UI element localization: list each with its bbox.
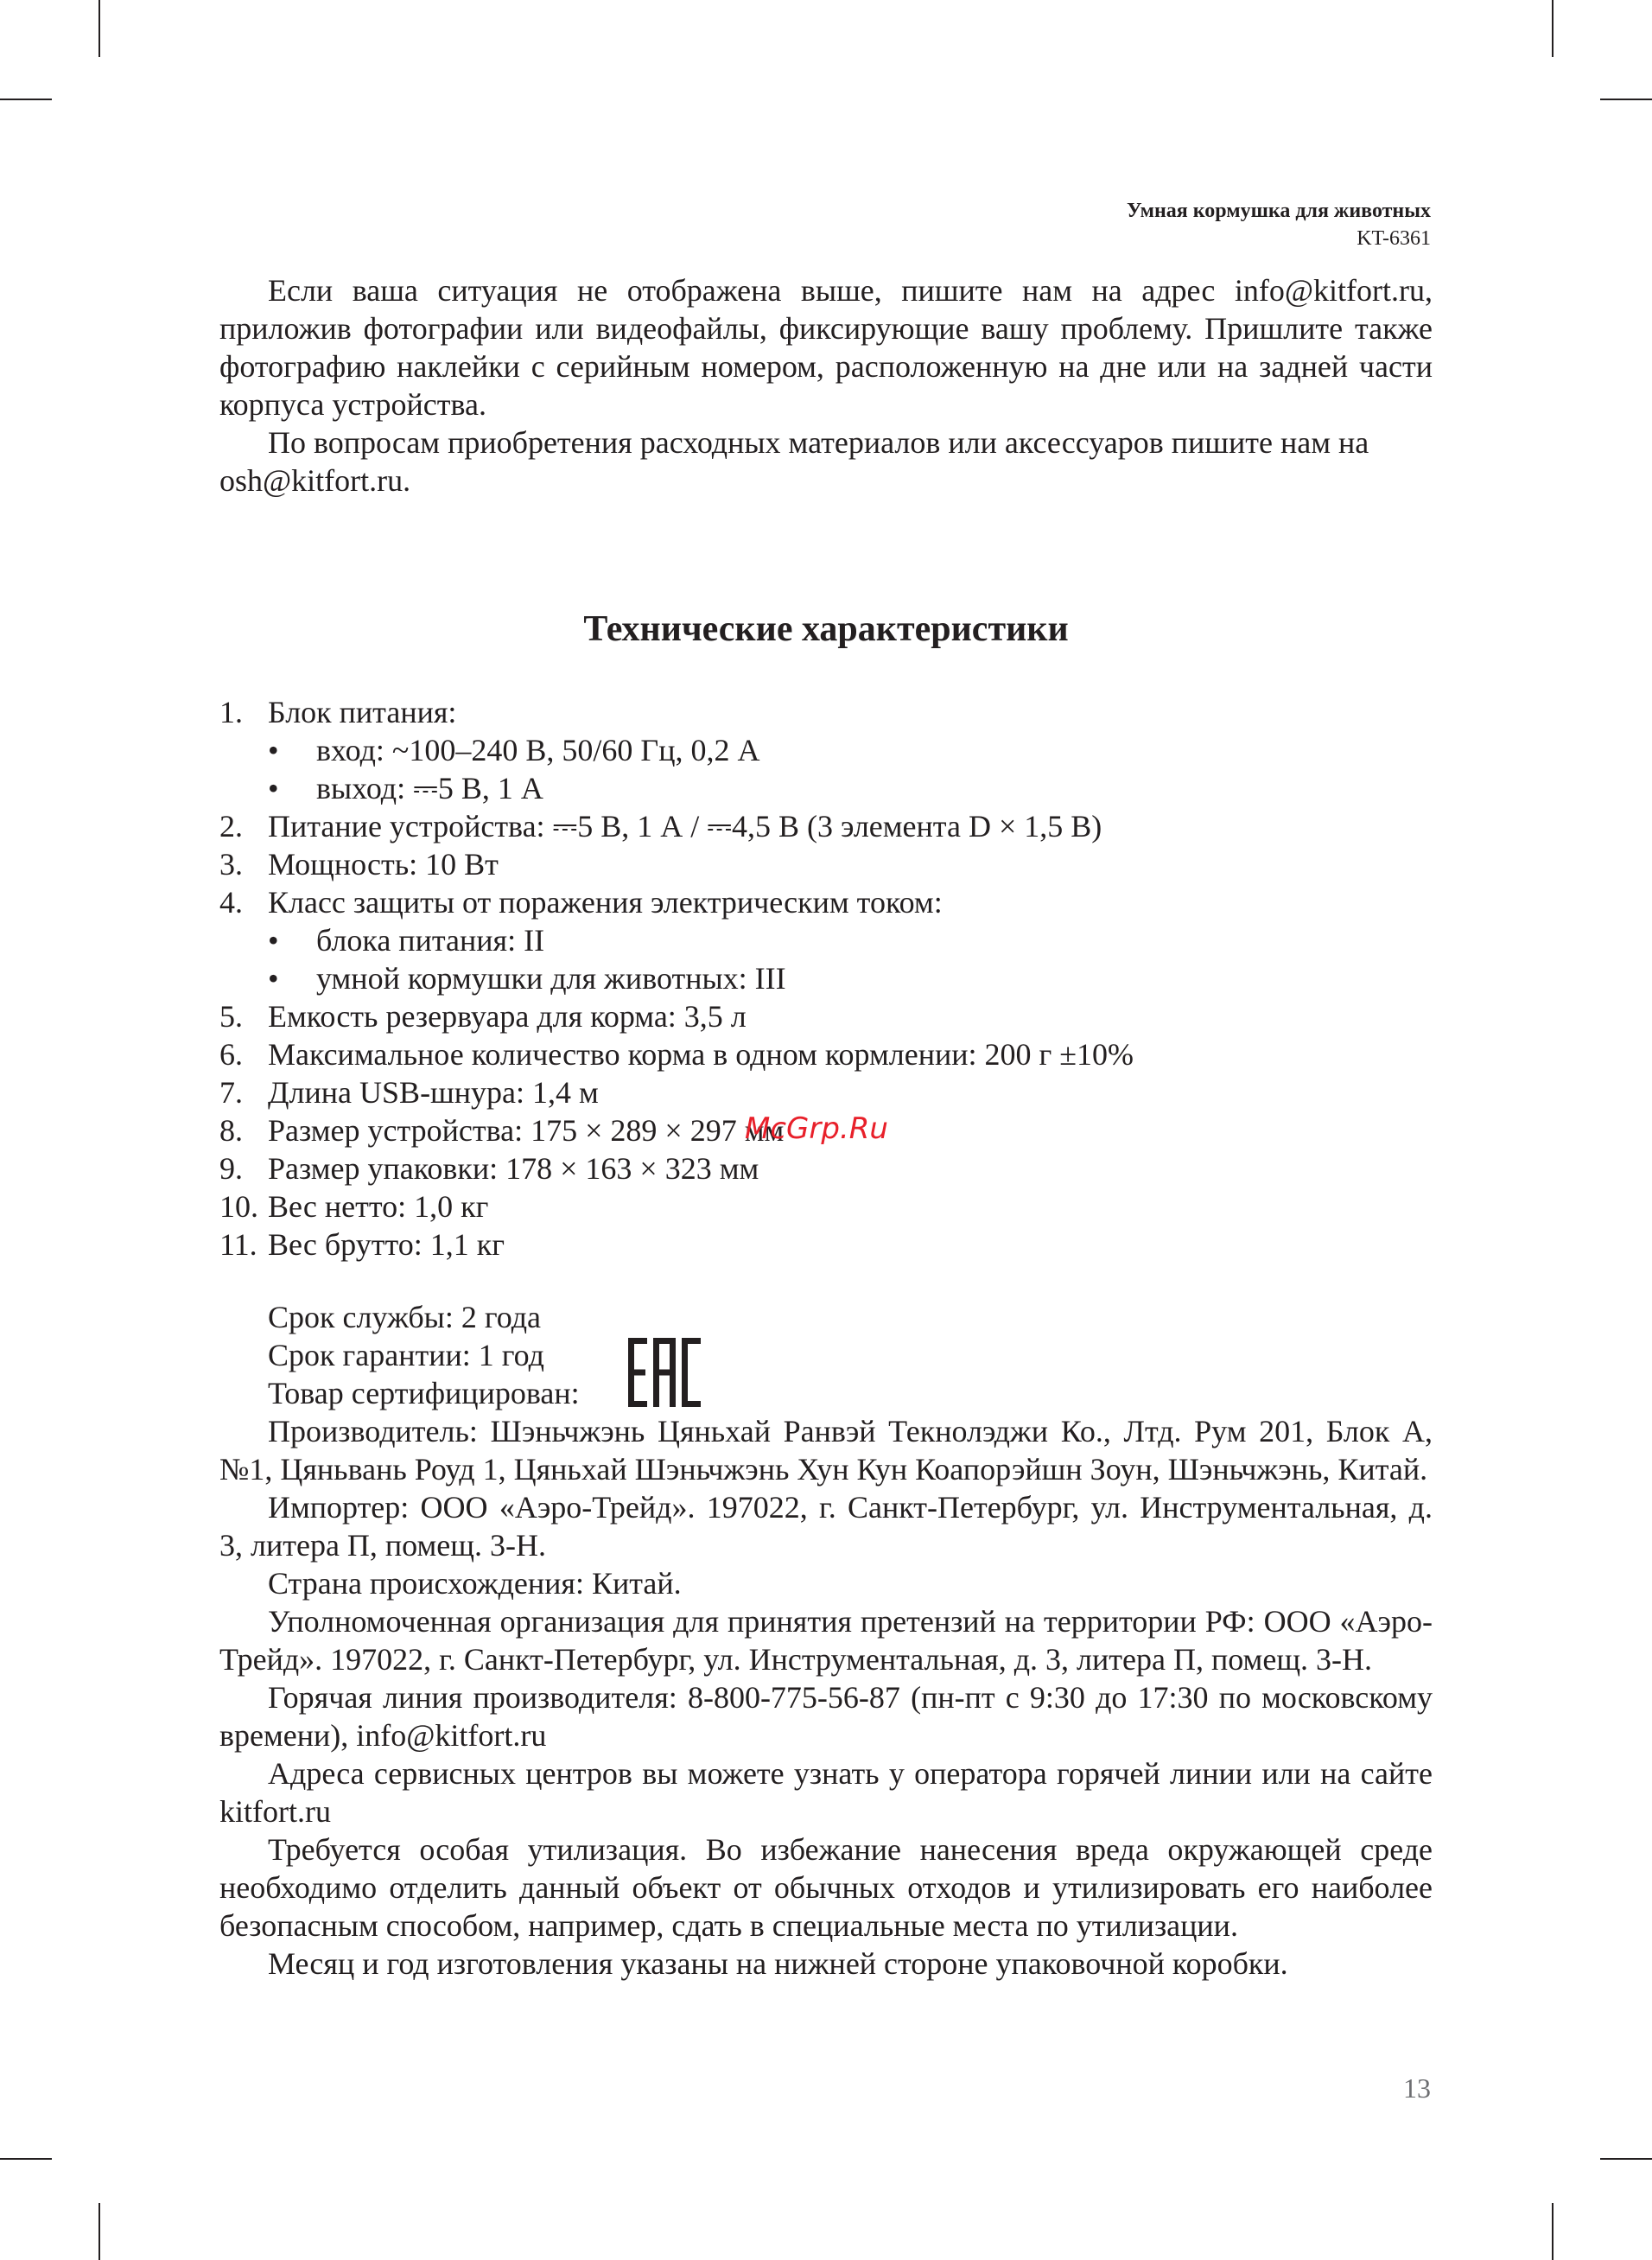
list-item-text: Класс защиты от поражения электрическим током: — [268, 885, 943, 920]
list-item-text: Питание устройства: ⎓5 В, 1 А / ⎓4,5 В (3 элемента D × 1,5 В) — [268, 809, 1102, 844]
sub-list-item-text: вход: ~100–240 В, 50/60 Гц, 0,2 А — [316, 733, 760, 767]
certification-label: Товар сертифицирован: — [268, 1376, 580, 1410]
crop-mark-top-left-h — [0, 99, 52, 100]
list-item-number: 7. — [219, 1075, 243, 1110]
spec-list — [219, 693, 1433, 1264]
list-item-text: Блок питания: — [268, 695, 457, 729]
list-item-text: Максимальное количество корма в одном кормлении: 200 г ±10% — [268, 1037, 1134, 1072]
sub-list-item — [219, 769, 1433, 807]
bullet-icon: • — [268, 923, 279, 958]
list-item-text: Размер устройства: 175 × 289 × 297 мм — [268, 1113, 785, 1148]
sub-list-item-text: выход: ⎓5 В, 1 А — [316, 771, 543, 805]
crop-mark-bottom-left-h — [0, 2158, 52, 2160]
list-item-number: 9. — [219, 1151, 243, 1186]
list-item — [219, 1035, 1433, 1073]
list-item-number: 1. — [219, 695, 243, 729]
intro-paragraph-accessories: По вопросам приобретения расходных материалов или аксессуаров пишите нам на osh@kitfort.ru. — [219, 425, 1369, 498]
sub-list-item-text: умной кормушки для животных: III — [316, 961, 786, 996]
list-item — [219, 1073, 1433, 1111]
list-item-number: 6. — [219, 1037, 243, 1072]
list-item — [219, 1187, 1433, 1225]
list-item-text: Вес нетто: 1,0 кг — [268, 1189, 489, 1224]
crop-mark-bottom-left — [98, 2203, 100, 2260]
service-info — [268, 1298, 580, 1412]
list-item-text: Вес брутто: 1,1 кг — [268, 1227, 505, 1262]
section-title: Технические характеристики — [583, 609, 1069, 649]
bullet-icon: • — [268, 961, 279, 996]
list-item-text: Емкость резервуара для корма: 3,5 л — [268, 999, 747, 1034]
list-item-number: 5. — [219, 999, 243, 1034]
manufacturer-info: Производитель: Шэньчжэнь Цяньхай Ранвэй Текнолэджи Ко., Лтд. Рум 201, Блок А, №1, Цяньвань Роуд 1, Цяньхай Шэньчжэнь Хун Кун Коапорэйшн Зоун, Шэньчжэнь, Китай. — [219, 1414, 1433, 1487]
watermark: McGrp.Ru — [745, 1111, 888, 1146]
list-item — [219, 807, 1433, 845]
authorized-organization: Уполномоченная организация для принятия претензий на территории РФ: ООО «Аэро-Трейд». 197022, г. Санкт-Петербург, ул. Инструментальная, д. 3, литера П, помещ. 3-Н. — [219, 1604, 1433, 1677]
intro-paragraph-contact: Если ваша ситуация не отображена выше, пишите нам на адрес info@kitfort.ru, приложив фотографии или видеофайлы, фиксирующие вашу проблему. Пришлите также фотографию наклейки с серийным номером, расположенную на дне или на задней части корпуса устройства. — [219, 273, 1433, 422]
page-number: 13 — [1403, 2072, 1431, 2104]
list-item — [219, 883, 1433, 921]
crop-mark-bottom-right — [1552, 2203, 1554, 2260]
sub-list-item — [219, 921, 1433, 959]
importer-info: Импортер: ООО «Аэро-Трейд». 197022, г. Санкт-Петербург, ул. Инструментальная, д. 3, литера П, помещ. 3-Н. — [219, 1490, 1433, 1563]
hotline-info: Горячая линия производителя: 8-800-775-56-87 (пн-пт с 9:30 до 17:30 по московскому времени), info@kitfort.ru — [219, 1680, 1433, 1753]
list-item — [219, 997, 1433, 1035]
header-model: KT-6361 — [1357, 227, 1431, 250]
crop-mark-top-right — [1552, 0, 1554, 57]
details-block — [219, 1412, 1433, 1983]
warranty-period: Срок гарантии: 1 год — [268, 1338, 544, 1372]
list-item — [219, 1225, 1433, 1264]
sub-list-item-text: блока питания: II — [316, 923, 545, 958]
list-item — [219, 1149, 1433, 1187]
intro-block — [219, 271, 1433, 500]
sub-list-item — [219, 731, 1433, 769]
disposal-info: Требуется особая утилизация. Во избежание нанесения вреда окружающей среде необходимо отделить данный объект от обычных отходов и утилизировать его наиболее безопасным способом, например, сдать в специальные места по утилизации. — [219, 1832, 1433, 1943]
eac-mark-icon — [628, 1338, 701, 1407]
running-header — [1127, 197, 1431, 252]
list-item-number: 3. — [219, 847, 243, 882]
list-item — [219, 845, 1433, 883]
manufacture-date-info: Месяц и год изготовления указаны на нижней стороне упаковочной коробки. — [268, 1946, 1288, 1981]
sub-list-item — [219, 959, 1433, 997]
list-item-number: 8. — [219, 1113, 243, 1148]
service-life: Срок службы: 2 года — [268, 1300, 542, 1334]
header-title: Умная кормушка для животных — [1126, 200, 1431, 222]
crop-mark-top-left — [98, 0, 100, 57]
list-item-number: 2. — [219, 809, 243, 844]
bullet-icon: • — [268, 771, 279, 805]
bullet-icon: • — [268, 733, 279, 767]
list-item — [219, 693, 1433, 731]
list-item-text: Длина USB-шнура: 1,4 м — [268, 1075, 599, 1110]
country-of-origin: Страна происхождения: Китай. — [268, 1566, 682, 1601]
crop-mark-bottom-right-h — [1600, 2158, 1652, 2160]
list-item-text: Размер упаковки: 178 × 163 × 323 мм — [268, 1151, 759, 1186]
list-item-number: 10. — [219, 1189, 258, 1224]
list-item-number: 4. — [219, 885, 243, 920]
crop-mark-top-right-h — [1600, 99, 1652, 100]
list-item-text: Мощность: 10 Вт — [268, 847, 499, 882]
service-centers-info: Адреса сервисных центров вы можете узнать у оператора горячей линии или на сайте kitfort.ru — [219, 1756, 1433, 1829]
list-item-number: 11. — [219, 1227, 257, 1262]
